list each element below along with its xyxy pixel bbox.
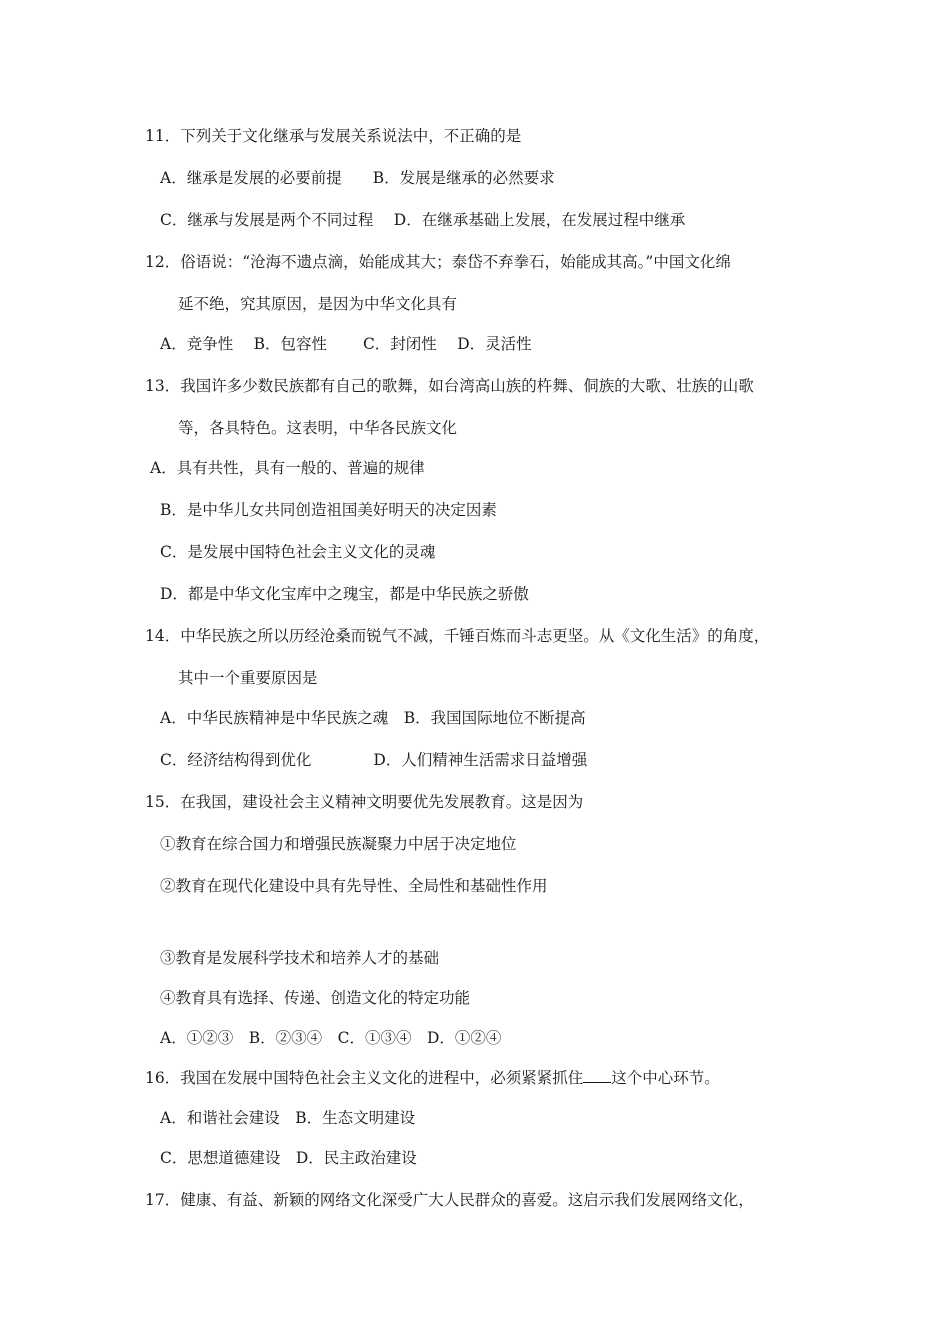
q15-statement-1: ①教育在综合国力和增强民族凝聚力中居于决定地位 — [160, 835, 517, 853]
q13-option-c: C．是发展中国特色社会主义文化的灵魂 — [160, 543, 436, 561]
q16-options-ab: A．和谐社会建设 B．生态文明建设 — [160, 1109, 416, 1127]
q12-stem-line2: 延不绝，究其原因，是因为中华文化具有 — [178, 295, 458, 313]
q16-stem-before: 16．我国在发展中国特色社会主义文化的进程中，必须紧紧抓住 — [145, 1069, 584, 1087]
q11-stem: 11．下列关于文化继承与发展关系说法中，不正确的是 — [145, 127, 522, 145]
q13-stem-line2: 等，各具特色。这表明，中华各民族文化 — [178, 419, 458, 437]
q16-stem — [145, 1068, 720, 1088]
q16-stem-after: 这个中心环节。 — [611, 1069, 720, 1087]
q12-options: A．竞争性 B．包容性 C．封闭性 D．灵活性 — [160, 335, 532, 353]
q11-options-ab: A．继承是发展的必要前提 B．发展是继承的必然要求 — [160, 169, 555, 187]
q13-stem-line1: 13．我国许多少数民族都有自己的歌舞，如台湾高山族的杵舞、侗族的大歌、壮族的山歌 — [145, 377, 754, 395]
q13-option-b: B．是中华儿女共同创造祖国美好明天的决定因素 — [160, 501, 497, 519]
q15-stem: 15．在我国，建设社会主义精神文明要优先发展教育。这是因为 — [145, 793, 584, 811]
q13-option-a: A．具有共性，具有一般的、普遍的规律 — [150, 459, 425, 477]
q14-stem-line2: 其中一个重要原因是 — [178, 669, 318, 687]
q15-options: A．①②③ B．②③④ C．①③④ D．①②④ — [160, 1029, 502, 1047]
q17-stem: 17．健康、有益、新颖的网络文化深受广大人民群众的喜爱。这启示我们发展网络文化， — [145, 1191, 754, 1209]
q15-statement-4: ④教育具有选择、传递、创造文化的特定功能 — [160, 989, 471, 1007]
q15-statement-2: ②教育在现代化建设中具有先导性、全局性和基础性作用 — [160, 877, 548, 895]
q12-stem-line1: 12．俗语说：“沧海不遗点滴，始能成其大；泰岱不弃拳石，始能成其高。”中国文化绵 — [145, 253, 731, 271]
q16-options-cd: C．思想道德建设 D．民主政治建设 — [160, 1149, 417, 1167]
answer-blank — [583, 1068, 611, 1083]
q14-options-ab: A．中华民族精神是中华民族之魂 B．我国国际地位不断提高 — [160, 709, 586, 727]
q11-options-cd: C．继承与发展是两个不同过程 D．在继承基础上发展，在发展过程中继承 — [160, 211, 686, 229]
q14-options-cd: C．经济结构得到优化 D．人们精神生活需求日益增强 — [160, 751, 588, 769]
q14-stem-line1: 14．中华民族之所以历经沧桑而锐气不减，千锤百炼而斗志更坚。从《文化生活》的角度， — [145, 627, 770, 645]
q13-option-d: D．都是中华文化宝库中之瑰宝，都是中华民族之骄傲 — [160, 585, 529, 603]
q15-statement-3: ③教育是发展科学技术和培养人才的基础 — [160, 949, 440, 967]
